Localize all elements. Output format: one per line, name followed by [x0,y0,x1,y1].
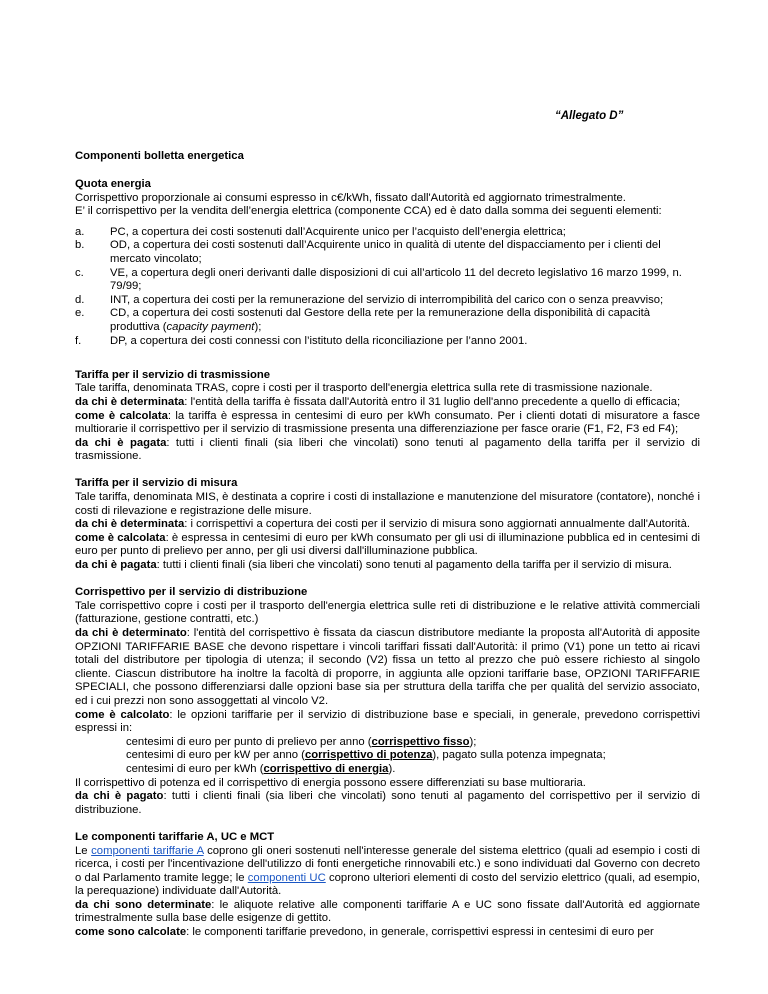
paragraph: Corrispettivo proporzionale ai consumi espresso in c€/kWh, fissato dall'Autorità ed aggiornato trimestralmente. [75,191,626,204]
section-misura [75,477,700,572]
section-trasmissione [75,369,700,464]
list-item: e. CD, a copertura dei costi sostenuti dal Gestore della rete per la remunerazione della disponibilità di capacità produttiva (capacity payment); [75,307,651,333]
section-quota-energia [75,178,700,348]
paragraph: come è calcolata: è espressa in centesimi di euro per kWh consumato per gli usi di illuminazione pubblica ed in centesimi di euro per punto di prelievo per anno, per gli usi diversi dall'illuminazione pubblica. [75,531,700,558]
list-item: b. OD, a copertura dei costi sostenuti dall’Acquirente unico in qualità di utente del dispacciamento per i clienti del mercato vincolato; [75,239,661,265]
section-heading: Tariffa per il servizio di trasmissione [75,368,271,381]
list-item: d. INT, a copertura dei costi per la remunerazione del servizio di interrompibilità del carico con o senza preavviso; [75,293,664,306]
components-list [75,226,700,348]
paragraph: da chi è pagata: tutti i clienti finali (sia liberi che vincolati) sono tenuti al pagamento della tariffa per il servizio di misura. [75,559,672,572]
section-heading: Le componenti tariffarie A, UC e MCT [75,830,275,843]
paragraph: come è calcolata: la tariffa è espressa in centesimi di euro per kWh consumato. Per i clienti dotati di misuratore a fasce multiorarie il corrispettivo per il servizio di trasmissione presenta una differenziazione per fasce orarie (F1, F2, F3 ed F4); [75,409,700,436]
document-title: Componenti bolletta energetica [75,150,244,162]
paragraph: come è calcolato: le opzioni tariffarie per il servizio di distribuzione base e speciali, in generale, prevedono corrispettivi espressi in: [75,708,700,735]
section-componenti [75,831,700,940]
link-componenti-a[interactable]: componenti tariffarie A [91,844,204,857]
list-item: f. DP, a copertura dei costi connessi con l’istituto della riconciliazione per l’anno 2001. [75,334,528,347]
section-heading: Corrispettivo per il servizio di distribuzione [75,586,308,599]
rate-line-energy: centesimi di euro per kWh (corrispettivo di energia). [126,762,396,775]
link-componenti-uc[interactable]: componenti UC [247,871,326,884]
section-distribuzione [75,586,700,817]
document-body [75,178,700,940]
paragraph: da chi sono determinate: le aliquote relative alle componenti tariffarie A e UC sono fissate dall'Autorità ed aggiornate trimestralmente sulla base delle esigenze di gettito. [75,898,700,925]
paragraph: da chi è determinata: i corrispettivi a copertura dei costi per il servizio di misura sono aggiornati annualmente dall'Autorità. [75,518,690,531]
paragraph: Tale tariffa, denominata MIS, è destinata a coprire i costi di installazione e manutenzione del misuratore (contatore), nonché i costi di rilevazione e registrazione delle misure. [75,491,700,517]
paragraph: E’ il corrispettivo per la vendita dell’energia elettrica (componente CCA) ed è dato dalla somma dei seguenti elementi: [75,205,662,218]
rate-line-fixed: centesimi di euro per punto di prelievo per anno (corrispettivo fisso); [126,735,477,748]
paragraph: da chi è determinato: l'entità del corrispettivo è fissata da ciascun distributore mediante la proposta all'Autorità di apposite OPZIONI TARIFFARIE BASE che devono rispettare i vincoli tariffari fissati dall'Autorità: il primo (V1) pone un tetto ai ricavi totali del distributore per tipologia di utenza; il secondo (V2) fissa un tetto al prezzo che può essere richiesto al singolo cliente. Ciascun distributore ha inoltre la facoltà di proporre, in aggiunta alle opzioni tariffarie base, OPZIONI TARIFFARIE SPECIALI, che possono differenziarsi dalle opzioni base sia per struttura della tariffa che per qualità del servizio associato, ed i cui prezzi non sono assoggettati al vincolo V2. [75,627,700,707]
paragraph: da chi è pagata: tutti i clienti finali (sia liberi che vincolati) sono tenuti al pagamento della tariffa per il servizio di trasmissione. [75,436,700,463]
rate-line-power: centesimi di euro per kW per anno (corrispettivo di potenza), pagato sulla potenza impegnata; [126,749,606,762]
paragraph: Tale corrispettivo copre i costi per il trasporto dell'energia elettrica sulle reti di distribuzione e le relative attività commerciali (fatturazione, gestione contratti, etc.) [75,599,700,626]
paragraph: Il corrispettivo di potenza ed il corrispettivo di energia possono essere differenziati su base multioraria. [75,776,586,789]
section-heading: Quota energia [75,178,151,190]
paragraph: Tale tariffa, denominata TRAS, copre i costi per il trasporto dell'energia elettrica sulla rete di trasmissione nazionale. [75,382,653,395]
annex-label: “Allegato D” [555,110,624,122]
paragraph: Le componenti tariffarie A coprono gli oneri sostenuti nell'interesse generale del sistema elettrico (quali ad esempio i costi di ricerca, i costi per l'incentivazione dell'utilizzo di fonti energetiche rinnovabili etc.) e sono individuati dal Governo con decreto o dal Parlamento tramite legge; le componenti UC coprono ulteriori elementi di costo del servizio elettrico (quali, ad esempio, la perequazione) individuate dall'Autorità. [75,844,701,898]
paragraph: come sono calcolate: le componenti tariffarie prevedono, in generale, corrispettivi espressi in centesimi di euro per [75,926,654,939]
list-item: c. VE, a copertura degli oneri derivanti dalle disposizioni di cui all’articolo 11 del decreto legislativo 16 marzo 1999, n. 79/99; [75,266,682,293]
list-item: a. PC, a copertura dei costi sostenuti dall’Acquirente unico per l’acquisto dell’energia elettrica; [75,225,566,238]
paragraph: da chi è determinata: l'entità della tariffa è fissata dall'Autorità entro il 31 luglio dell'anno precedente a quello di efficacia; [75,395,681,408]
section-heading: Tariffa per il servizio di misura [75,477,238,490]
paragraph: da chi è pagato: tutti i clienti finali (sia liberi che vincolati) sono tenuti al pagamento del corrispettivo per il servizio di distribuzione. [75,790,700,816]
